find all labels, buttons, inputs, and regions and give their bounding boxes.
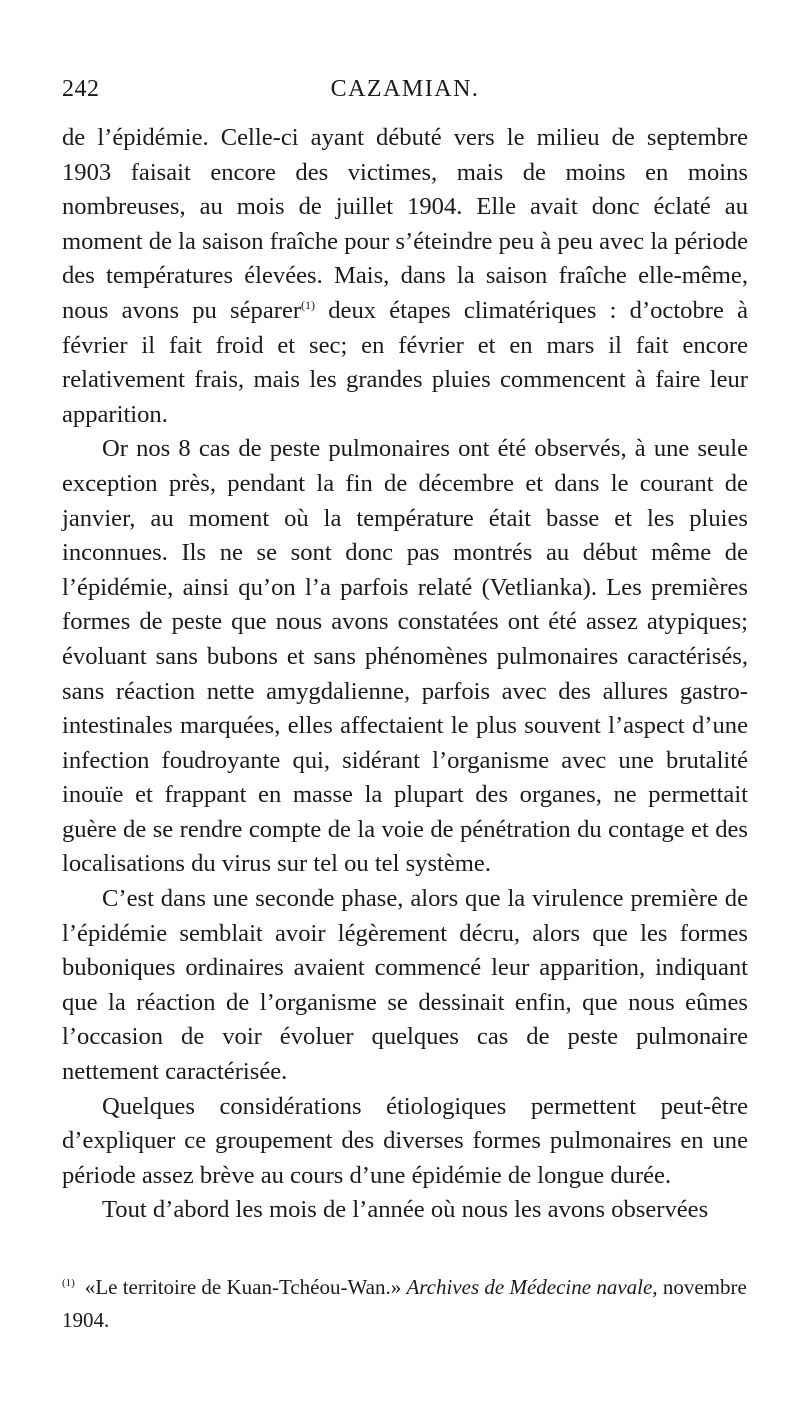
paragraph-4: Quelques considérations étiologiques permettent peut-être d’expliquer ce groupement des diverses formes pulmonaires en une période assez brève au cours d’une épidémie de longue durée. (62, 1092, 748, 1189)
footnote-text: «Le territoire de Kuan-Tchéou-Wan.» (84, 1275, 402, 1299)
paragraph-3: C’est dans une seconde phase, alors que la virulence première de l’épidémie semblait avoir légèrement décru, alors que les formes buboniques ordinaires avaient commencé leur apparition, indiquant que la réaction de l’organisme se dessinait enfin, que nous eûmes l’occasion de voir évoluer quelques cas de peste pulmonaire nettement caractérisée. (62, 885, 748, 1086)
footnote-journal: Archives de Médecine navale, (406, 1275, 658, 1299)
paragraph-2: Or nos 8 cas de peste pulmonaires ont été observés, à une seule exception près, pendant la fin de décembre et dans le courant de janvier, au moment où la température était basse et les pluies inconnues. Ils ne se sont donc pas montrés au début même de l’épidémie, ainsi qu’on l’a parfois relaté (Vetlianka). Les premières formes de peste que nous avons constatées ont été assez atypiques; évoluant sans bubons et sans phénomènes pulmonaires caractérisés, sans réaction nette amygdalienne, parfois avec des allures gastro-intestinales marquées, elles affectaient le plus souvent l’aspect d’une infection foudroyante qui, sidérant l’organisme avec une brutalité inouïe et frappant en masse la plupart des organes, ne permettait guère de se rendre compte de la voie de pénétration du contage et des localisations du virus sur tel ou tel système. (62, 435, 748, 878)
body-text (62, 121, 748, 1228)
paragraph-5: Tout d’abord les mois de l’année où nous les avons observées (102, 1196, 709, 1224)
page-header (62, 70, 748, 110)
page-number: 242 (62, 76, 100, 102)
footnote-date: novembre 1904. (62, 1275, 747, 1332)
paragraph-1: de l’épidémie. Celle-ci ayant débuté vers le milieu de septembre 1903 faisait encore des victimes, mais de moins en moins nombreuses, au mois de juillet 1904. Elle avait donc éclaté au moment de la saison fraîche pour s’éteindre peu à peu avec la période des températures élevées. Mais, dans la saison fraîche elle-même, nous avons pu séparer$^{(1)}$ deux étapes climatériques : d’octobre à février il fait froid et sec; en février et en mars il fait encore relativement frais, mais les grandes pluies commencent à faire leur apparition. (62, 124, 748, 428)
footnote (62, 1271, 748, 1337)
footnote-ref[interactable]: (1) (301, 297, 316, 312)
running-title: CAZAMIAN. (330, 76, 480, 102)
footnote-mark: (1) (62, 1277, 75, 1289)
